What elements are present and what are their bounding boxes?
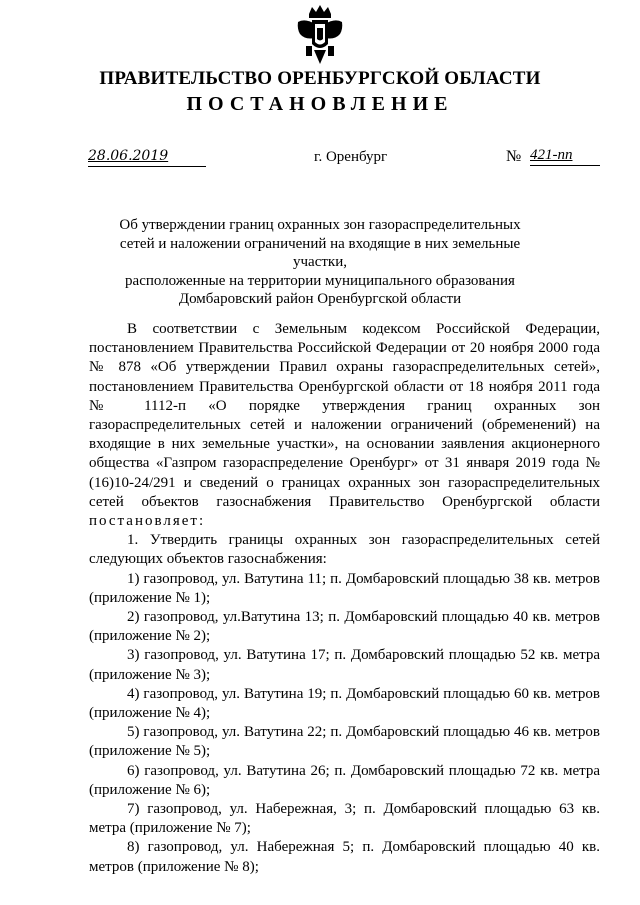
document-date: 28.06.2019 — [88, 148, 206, 167]
title-line: Домбаровский район Оренбургской области — [178, 291, 462, 307]
document-city: г. Оренбург — [314, 149, 388, 165]
sub-item: 4) газопровод, ул. Ватутина 19; п. Домбаровский площадью 60 кв. метров (приложение № 4); — [89, 685, 600, 722]
title-line: сетей и наложении ограничений на входящие в них земельные участки, — [119, 235, 521, 270]
number-label: № — [506, 148, 522, 165]
document-body — [89, 320, 600, 877]
document-type: ПОСТАНОВЛЕНИЕ — [186, 93, 454, 115]
organization-name: ПРАВИТЕЛЬСТВО ОРЕНБУРГСКОЙ ОБЛАСТИ — [99, 68, 541, 89]
sub-item: 8) газопровод, ул. Набережная 5; п. Домбаровский площадью 40 кв. метров (приложение № 8); — [89, 839, 600, 875]
sub-item: 3) газопровод, ул. Ватутина 17; п. Домбаровский площадью 52 кв. метра (приложение № 3); — [89, 647, 600, 683]
coat-of-arms-icon — [295, 4, 345, 66]
sub-item: 7) газопровод, ул. Набережная, 3; п. Домбаровский площадью 63 кв. метра (приложение № 7); — [89, 801, 600, 837]
sub-item: 1) газопровод, ул. Ватутина 11; п. Домбаровский площадью 38 кв. метров (приложение № 1); — [89, 570, 600, 606]
document-number: 421-пп — [530, 147, 600, 166]
document-title — [100, 216, 540, 309]
resolves-word: постановляет: — [89, 513, 206, 530]
sub-item: 5) газопровод, ул. Ватутина 22; п. Домбаровский площадью 46 кв. метров (приложение № 5); — [89, 724, 600, 760]
title-line: расположенные на территории муниципального образования — [125, 272, 515, 289]
sub-item: 6) газопровод, ул. Ватутина 26; п. Домбаровский площадью 72 кв. метра (приложение № 6); — [89, 762, 600, 798]
preamble-paragraph: В соответствии с Земельным кодексом Российской Федерации, постановлением Правительства Российской Федерации от 20 ноября 2000 года № 878 «Об утверждении Правил охраны газораспределительных сетей», постановлением Правительства Оренбургской области от 18 ноября 2011 года № 1112-п «О порядке утверждения границ охранных зон газораспределительных сетей и наложении ограничений (обременений) на входящие в них земельные участки», на основании заявления акционерного общества «Газпром газораспределение Оренбург» от 31 января 2019 года № (16)10-24/291 и сведений о границах охранных зон газораспределительных сетей объектов газоснабжения Правительство Оренбургской области постановляет: — [89, 321, 600, 530]
document-meta — [88, 148, 598, 170]
title-line: Об утверждении границ охранных зон газораспределительных — [119, 217, 521, 233]
sub-item: 2) газопровод, ул.Ватутина 13; п. Домбаровский площадью 40 кв. метров (приложение № 2); — [89, 609, 600, 645]
item-1: 1. Утвердить границы охранных зон газораспределительных сетей следующих объектов газоснабжения: — [89, 532, 600, 568]
